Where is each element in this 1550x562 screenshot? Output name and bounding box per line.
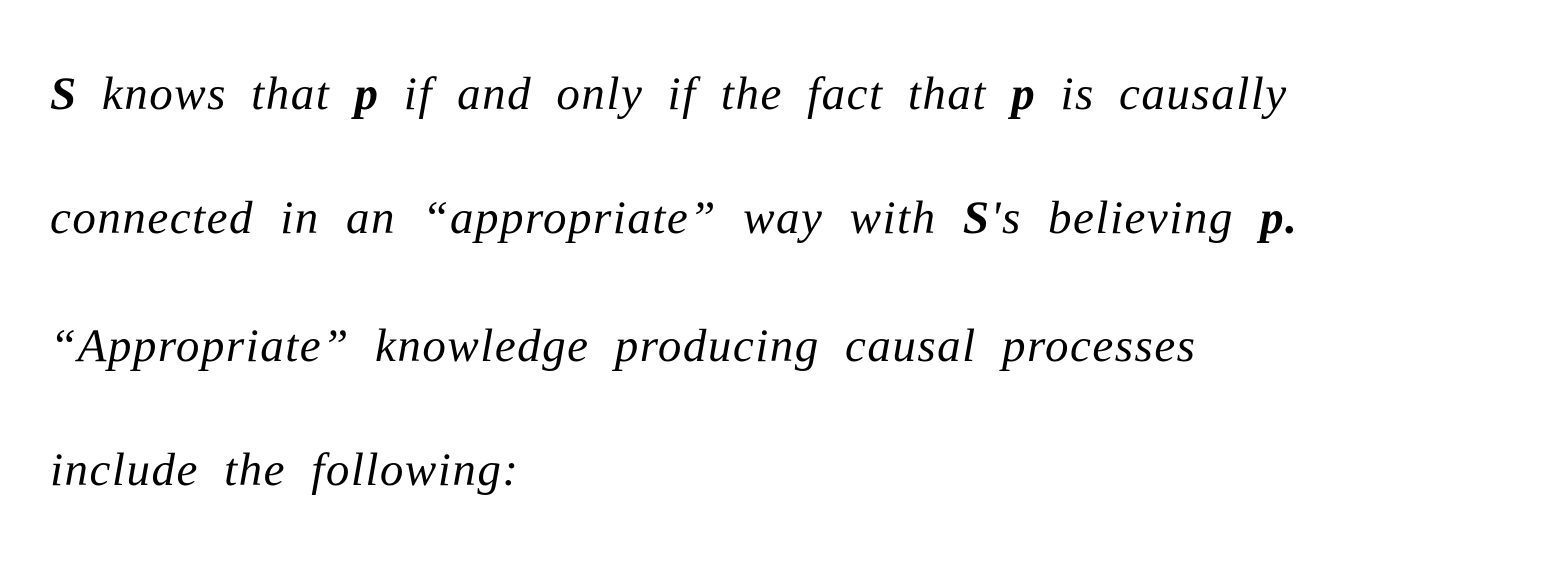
text-run: include the following: <box>50 444 520 496</box>
proposition-variable-p: p <box>1011 68 1037 120</box>
paragraph-line-3 <box>50 318 1196 374</box>
subject-variable-s: S <box>962 192 991 244</box>
text-run: knows that <box>77 68 355 120</box>
text-run: connected in an “appropriate” way with <box>50 192 963 244</box>
paragraph-line-2 <box>50 190 1298 246</box>
subject-variable-s: S <box>50 68 78 120</box>
text-run: “Appropriate” knowledge producing causal processes <box>50 320 1197 372</box>
text-run: if and only if the fact that <box>379 68 1012 120</box>
paragraph-line-4 <box>50 442 520 498</box>
paragraph-line-1 <box>50 66 1288 122</box>
text-run: is causally <box>1036 68 1288 120</box>
proposition-variable-p: p <box>354 68 380 120</box>
text-run: 's believing <box>990 192 1261 244</box>
proposition-variable-p: p. <box>1260 192 1299 244</box>
